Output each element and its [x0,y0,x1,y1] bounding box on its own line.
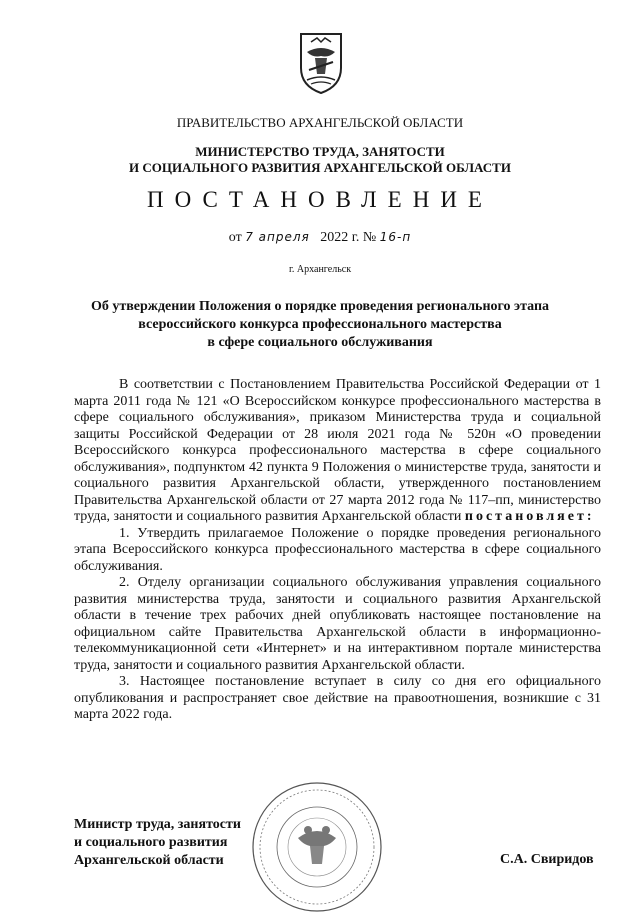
coat-of-arms-icon [297,30,345,96]
paragraph-item-3: 3. Настоящее постановление вступает в силу со дня его официального опубликования и распространяет свое действие на правоотношения, возникшие с 31 марта 2022 года. [74,674,601,722]
document-body [74,377,601,724]
document-subject [0,298,640,352]
signatory-line-3: Архангельской области [74,853,224,868]
subject-line-2: всероссийского конкурса профессионального мастерства [138,317,502,332]
ministry-name [0,144,640,176]
official-seal-icon [248,778,386,916]
subject-line-3: в сфере социального обслуживания [207,335,433,350]
preamble-text: В соответствии с Постановлением Правительства Российской Федерации от 1 марта 2011 года № 121 «О Всероссийском конкурсе профессионального мастерства в сфере социального обслуживания», приказом Министерства труда и социальной защиты Российской Федерации от 28 июля 2021 года № 520н «О проведении Всероссийского конкурса профессионального мастерства в сфере социального обслуживания», подпунктом 42 пункта 9 Положения о министерстве труда, занятости и социального развития Архангельской области, утвержденного постановлением Правительства Архангельской области от 27 марта 2012 года № 117–пп, министерство труда, занятости и социального развития Архангельской области [74,377,601,524]
government-name: ПРАВИТЕЛЬСТВО АРХАНГЕЛЬСКОЙ ОБЛАСТИ [176,115,464,130]
signatory-name: С.А. Свиридов [500,852,594,867]
ministry-line-2: И СОЦИАЛЬНОГО РАЗВИТИЯ АРХАНГЕЛЬСКОЙ ОБЛАСТИ [129,160,511,175]
signatory-line-2: и социального развития [74,835,228,850]
paragraph-item-2: 2. Отделу организации социального обслуживания управления социального развития министерства труда, занятости и социального развития Архангельской области в течение трех рабочих дней опубликовать настоящее постановление на официальном сайте Правительства Архангельской области в информационно-телекоммуникационной сети «Интернет» и на интерактивном портале министерства труда, занятости и социального развития Архангельской области. [74,575,601,673]
paragraph-preamble [74,377,601,526]
signatory-position [74,816,241,870]
document-date-number [0,230,640,246]
date-year: 2022 г. № [320,230,377,245]
date-prefix: от [228,230,242,245]
handwritten-number: 16-п [379,230,412,244]
signatory-line-1: Министр труда, занятости [74,817,241,832]
paragraph-item-1: 1. Утвердить прилагаемое Положение о порядке проведения регионального этапа Всероссийского конкурса профессионального мастерства в сфере социального обслуживания. [74,525,601,574]
subject-line-1: Об утверждении Положения о порядке проведения регионального этапа [90,299,550,314]
document-type: ПОСТАНОВЛЕНИЕ [147,187,493,212]
ministry-line-1: МИНИСТЕРСТВО ТРУДА, ЗАНЯТОСТИ [195,144,445,159]
handwritten-date: 7 апреля [245,230,310,244]
city: г. Архангельск [288,264,352,275]
decision-word: постановляет: [464,509,595,524]
